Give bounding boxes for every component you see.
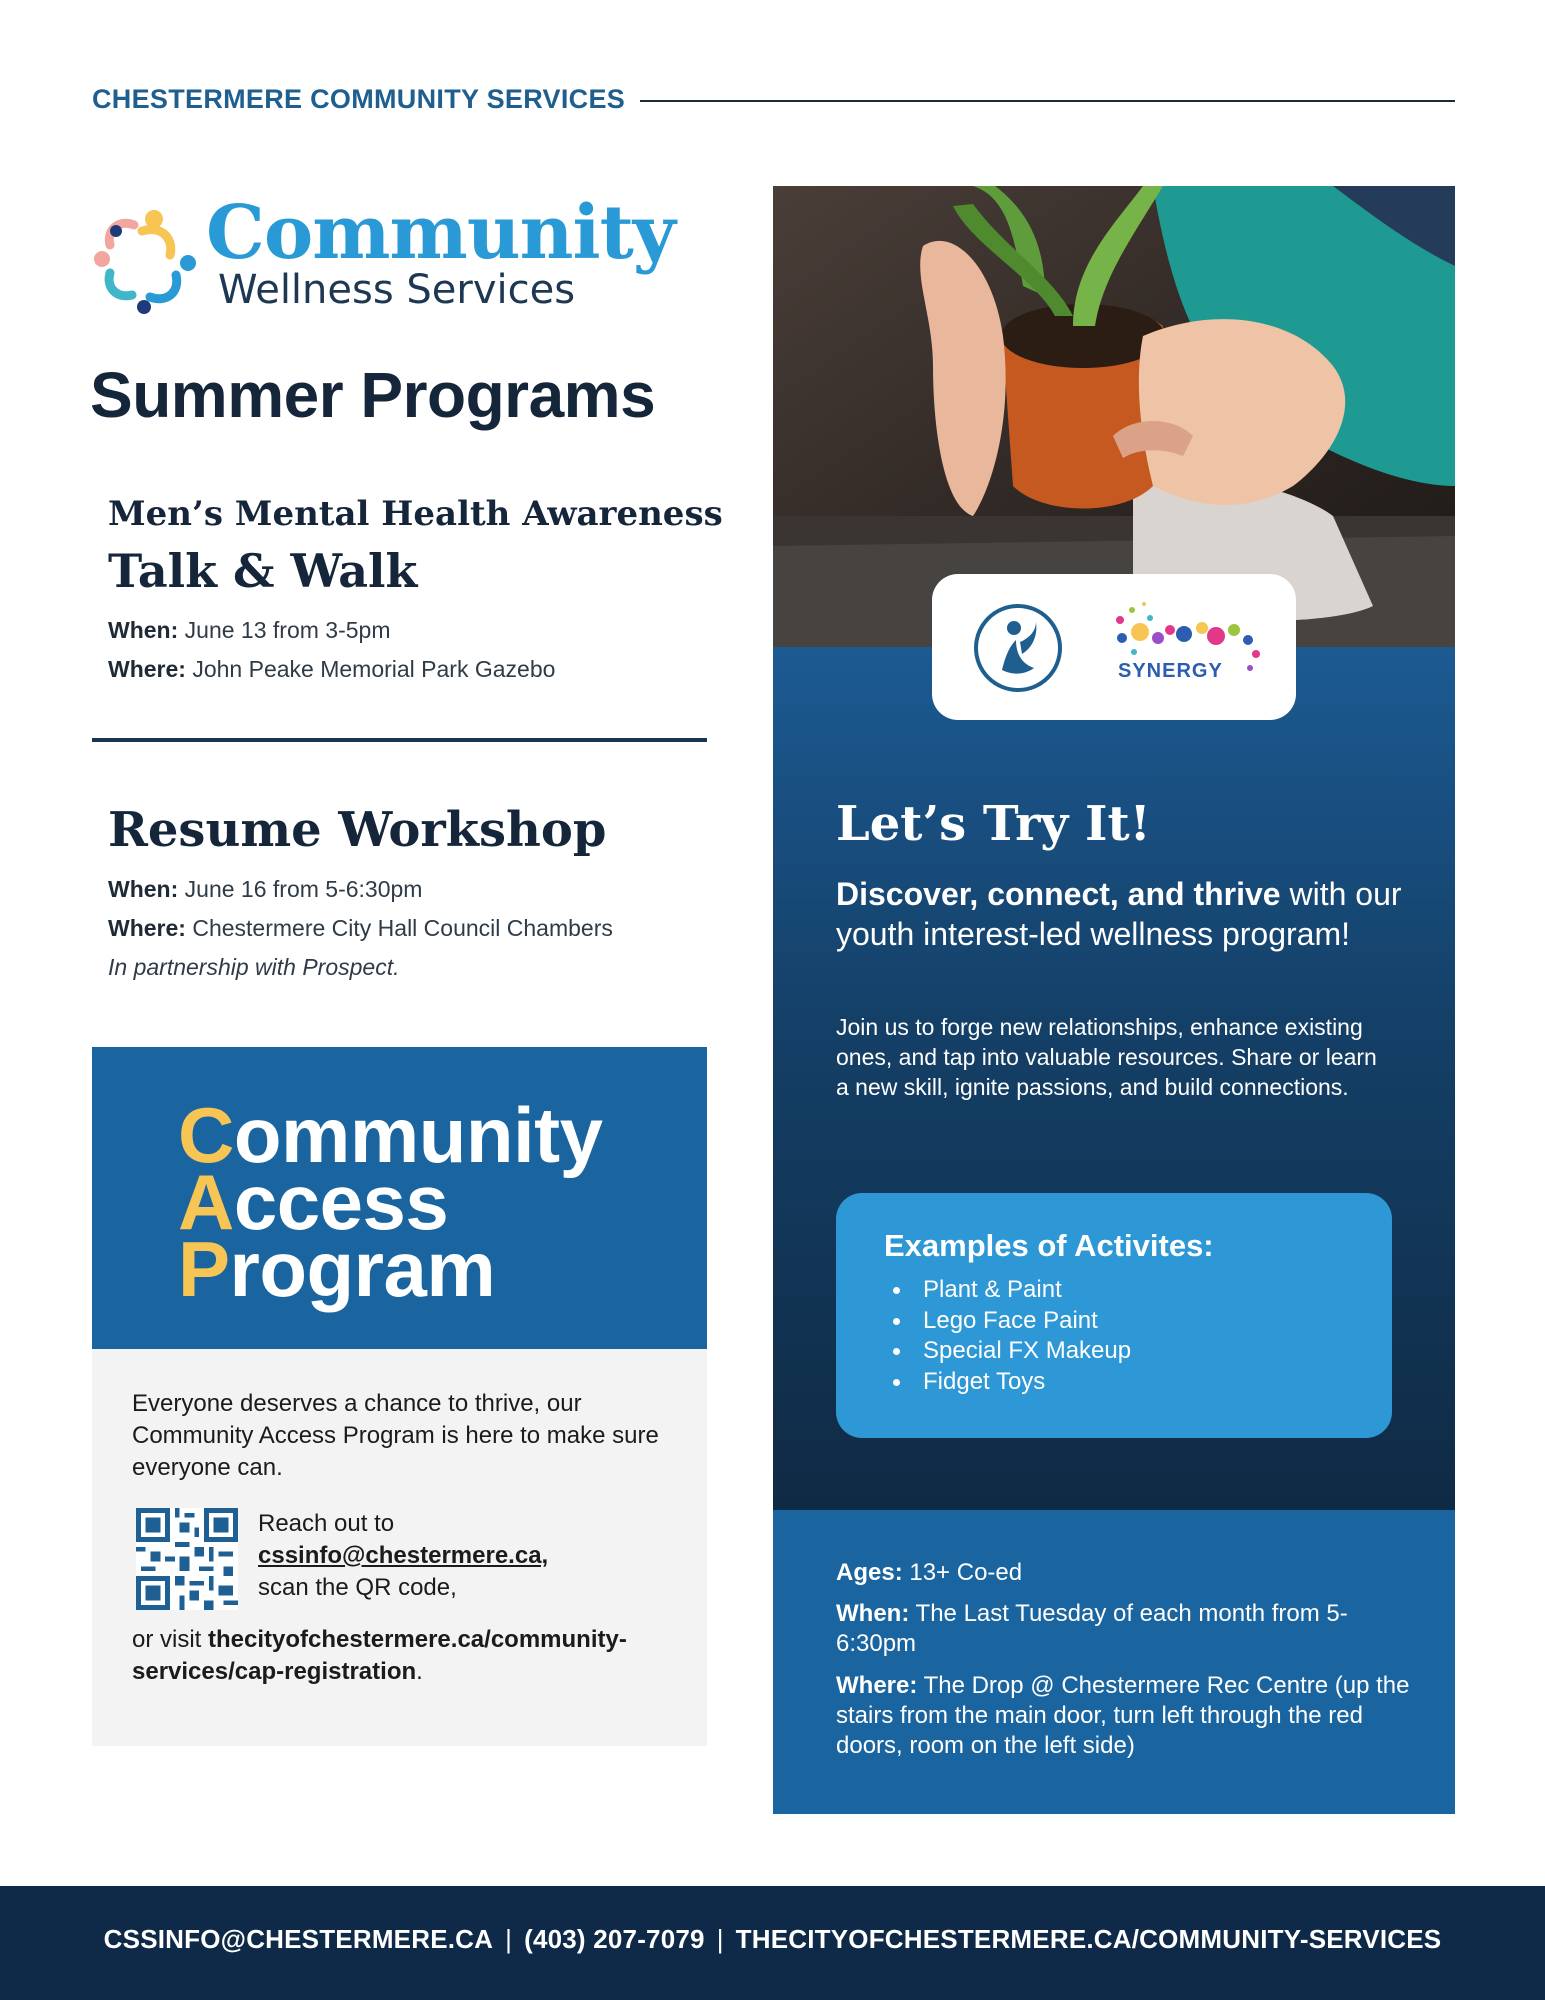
cap-title-line-3 (178, 1225, 496, 1313)
activities-title: Examples of Activites: (884, 1228, 1214, 1263)
synergy-where (836, 1671, 1416, 1761)
lead-bold: Discover, connect, and thrive (836, 876, 1281, 912)
when-value: The Last Tuesday of each month from 5-6:30pm (836, 1600, 1348, 1657)
header-divider (640, 100, 1455, 102)
synergy-when (836, 1599, 1416, 1659)
resume-where (108, 915, 613, 942)
synergy-logo-text: SYNERGY (1118, 660, 1223, 682)
when-label: When: (108, 876, 179, 902)
list-item: Lego Face Paint (893, 1306, 1131, 1337)
where-label: Where: (836, 1672, 918, 1699)
when-value: June 13 from 3-5pm (184, 617, 391, 643)
footer-email-link[interactable]: CSSINFO@CHESTERMERE.CA (103, 1924, 494, 1954)
cap-initial-a: A (178, 1158, 234, 1246)
talk-walk-when (108, 617, 390, 644)
wellness-partner-logo-icon (972, 602, 1064, 694)
synergy-ages (836, 1558, 1022, 1588)
cap-description: Everyone deserves a chance to thrive, our Community Access Program is here to make sure everyone can. (132, 1390, 659, 1481)
activities-list (893, 1275, 1131, 1397)
where-value: John Peake Memorial Park Gazebo (192, 656, 556, 682)
scan-qr-text: scan the QR code, (258, 1574, 457, 1601)
where-value: Chestermere City Hall Council Chambers (192, 915, 613, 941)
list-item: Plant & Paint (893, 1275, 1131, 1306)
cap-registration-link[interactable]: thecityofchestermere.ca/community-services/cap-registration (132, 1626, 627, 1685)
lead-rest: with our youth interest-led wellness program! (836, 876, 1402, 952)
list-item: Fidget Toys (893, 1367, 1131, 1398)
footer-contact (0, 1924, 1545, 1955)
cap-visit-text (132, 1624, 692, 1688)
footer-website-link[interactable]: THECITYOFCHESTERMERE.CA/COMMUNITY-SERVICES (735, 1924, 1442, 1954)
when-label: When: (108, 617, 179, 643)
synergy-lead (836, 874, 1406, 954)
talk-walk-where (108, 656, 555, 683)
footer-separator: | (505, 1924, 513, 1954)
resume-workshop-title: Resume Workshop (108, 802, 607, 858)
talk-walk-title: Talk & Walk (108, 544, 418, 598)
community-logo-icon (92, 205, 204, 317)
cap-initial-c: C (178, 1091, 234, 1179)
section-divider (92, 738, 707, 742)
footer-separator: | (716, 1924, 724, 1954)
cap-email-link[interactable]: cssinfo@chestermere.ca, (258, 1542, 549, 1569)
ages-label: Ages: (836, 1559, 903, 1586)
synergy-details-panel (773, 1510, 1455, 1814)
qr-code-icon[interactable] (136, 1508, 238, 1610)
logo-subtitle: Wellness Services (218, 267, 576, 313)
cap-word-rest: ommunity (233, 1091, 603, 1179)
resume-partnership: In partnership with Prospect. (108, 954, 400, 980)
talk-walk-subtitle: Men’s Mental Health Awareness (108, 494, 723, 534)
when-value: June 16 from 5-6:30pm (184, 876, 423, 902)
cap-initial-p: P (178, 1225, 230, 1313)
visit-suffix: . (416, 1658, 423, 1685)
cap-word-rest: rogram (229, 1225, 496, 1313)
organization-header: CHESTERMERE COMMUNITY SERVICES (92, 84, 626, 114)
logo-wordmark: Community (206, 190, 675, 276)
ages-value: 13+ Co-ed (902, 1559, 1023, 1586)
when-label: When: (836, 1600, 910, 1627)
synergy-title: Let’s Try It! (836, 796, 1151, 852)
footer-phone-link[interactable]: (403) 207-7079 (524, 1924, 705, 1954)
list-item: Special FX Makeup (893, 1336, 1131, 1367)
where-label: Where: (108, 915, 186, 941)
reach-out-text: Reach out to (258, 1510, 395, 1537)
page-title: Summer Programs (90, 359, 656, 431)
cap-word-rest: ccess (233, 1158, 449, 1246)
where-label: Where: (108, 656, 186, 682)
synergy-body: Join us to forge new relationships, enhance existing ones, and tap into valuable resources. Share or learn a new skill, ignite passions, and build connections. (836, 1014, 1377, 1100)
resume-when (108, 876, 422, 903)
visit-prefix: or visit (132, 1626, 202, 1653)
where-value: The Drop @ Chestermere Rec Centre (up the stairs from the main door, turn left through the red doors, room on the left side) (836, 1672, 1410, 1759)
